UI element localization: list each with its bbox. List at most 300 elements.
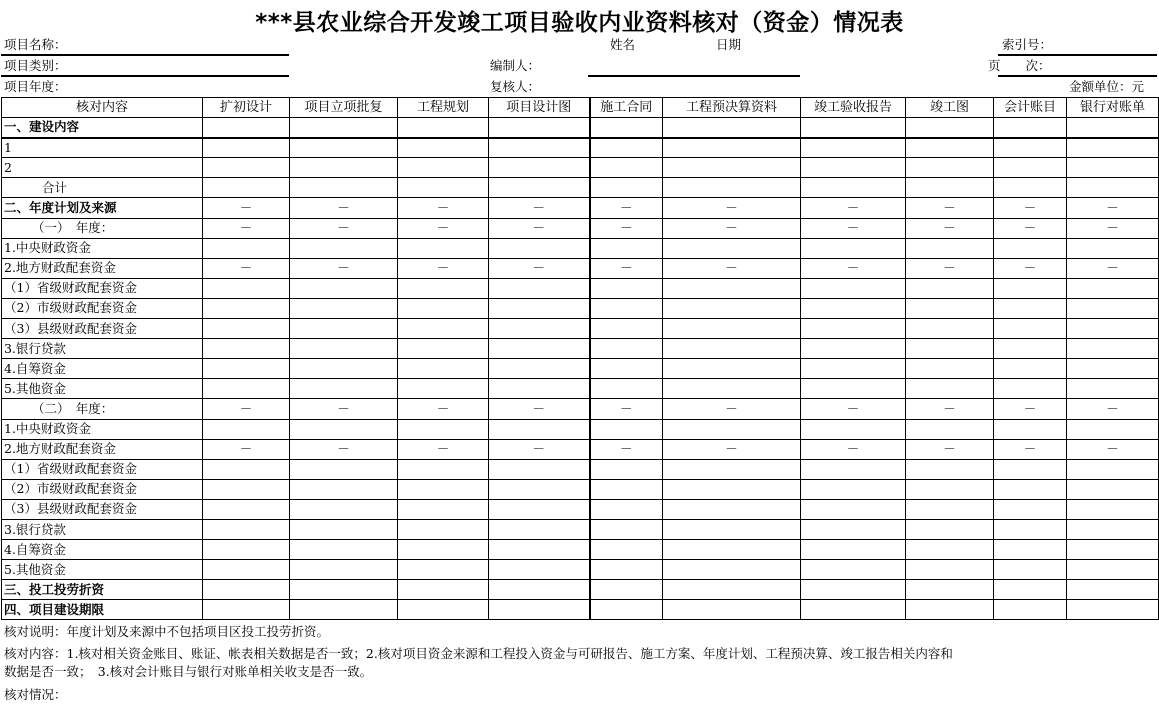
name-label: 姓名 — [610, 37, 636, 52]
table-cell[interactable] — [663, 158, 801, 178]
table-cell[interactable] — [1067, 118, 1159, 138]
table-row — [2, 158, 1159, 178]
table-cell[interactable] — [489, 459, 590, 479]
table-cell[interactable] — [994, 560, 1067, 580]
table-cell[interactable] — [489, 298, 590, 318]
table-cell[interactable] — [290, 118, 398, 138]
table-cell[interactable] — [994, 138, 1067, 158]
row-label: （3）县级财政配套资金 — [2, 499, 203, 519]
table-cell[interactable] — [489, 560, 590, 580]
table-cell[interactable] — [590, 580, 663, 600]
table-cell[interactable] — [203, 158, 290, 178]
table-cell[interactable] — [663, 278, 801, 298]
table-cell[interactable] — [906, 118, 994, 138]
table-cell[interactable]: － — [663, 218, 801, 238]
table-cell[interactable]: － — [489, 258, 590, 278]
table-cell[interactable] — [801, 540, 906, 560]
table-cell[interactable] — [398, 479, 489, 499]
table-cell[interactable] — [663, 519, 801, 539]
table-cell[interactable] — [906, 298, 994, 318]
table-cell[interactable] — [1067, 359, 1159, 379]
table-cell[interactable] — [290, 298, 398, 318]
table-cell[interactable] — [994, 278, 1067, 298]
row-label: 2.地方财政配套资金 — [2, 258, 203, 278]
table-cell[interactable] — [398, 499, 489, 519]
table-cell[interactable] — [203, 519, 290, 539]
table-cell[interactable] — [663, 600, 801, 620]
table-cell[interactable] — [994, 459, 1067, 479]
table-cell[interactable] — [398, 580, 489, 600]
table-cell[interactable] — [203, 118, 290, 138]
column-header: 项目设计图 — [489, 98, 590, 118]
table-cell[interactable] — [398, 339, 489, 359]
table-row — [2, 359, 1159, 379]
table-cell[interactable] — [290, 238, 398, 258]
table-cell[interactable]: － — [1067, 218, 1159, 238]
table-cell[interactable] — [1067, 499, 1159, 519]
table-row — [2, 258, 1159, 278]
table-cell[interactable] — [290, 319, 398, 339]
table-cell[interactable] — [906, 319, 994, 339]
table-cell[interactable] — [906, 540, 994, 560]
table-cell[interactable] — [1067, 339, 1159, 359]
table-cell[interactable] — [590, 379, 663, 399]
table-cell[interactable] — [203, 419, 290, 439]
row-label: 2.地方财政配套资金 — [2, 439, 203, 459]
table-cell[interactable]: － — [1067, 439, 1159, 459]
table-cell[interactable] — [398, 178, 489, 198]
table-cell[interactable] — [590, 118, 663, 138]
table-cell[interactable]: － — [590, 399, 663, 419]
table-cell[interactable]: － — [489, 218, 590, 238]
table-cell[interactable] — [203, 238, 290, 258]
table-cell[interactable] — [1067, 238, 1159, 258]
table-cell[interactable] — [203, 379, 290, 399]
table-cell[interactable]: － — [663, 439, 801, 459]
table-cell[interactable] — [801, 339, 906, 359]
table-cell[interactable]: － — [663, 258, 801, 278]
row-label: （1）省级财政配套资金 — [2, 278, 203, 298]
table-cell[interactable]: － — [290, 399, 398, 419]
table-cell[interactable] — [203, 178, 290, 198]
table-cell[interactable]: － — [906, 439, 994, 459]
table-cell[interactable] — [290, 278, 398, 298]
table-cell[interactable]: － — [590, 218, 663, 238]
situation-note: 核对情况： — [4, 687, 67, 702]
column-header: 竣工验收报告 — [801, 98, 906, 118]
table-cell[interactable] — [398, 359, 489, 379]
table-cell[interactable] — [663, 339, 801, 359]
table-cell[interactable] — [290, 419, 398, 439]
table-cell[interactable] — [590, 479, 663, 499]
table-cell[interactable]: － — [590, 439, 663, 459]
table-cell[interactable] — [1067, 419, 1159, 439]
reviewer-label: 复核人： — [490, 79, 541, 94]
table-cell[interactable] — [1067, 178, 1159, 198]
table-cell[interactable] — [994, 238, 1067, 258]
table-cell[interactable] — [398, 138, 489, 158]
table-cell[interactable] — [398, 158, 489, 178]
table-cell[interactable] — [489, 479, 590, 499]
table-cell[interactable] — [1067, 600, 1159, 620]
table-cell[interactable] — [994, 540, 1067, 560]
table-cell[interactable] — [290, 158, 398, 178]
page-underline — [998, 75, 1157, 77]
table-cell[interactable]: － — [290, 198, 398, 218]
table-cell[interactable] — [994, 580, 1067, 600]
table-cell[interactable] — [1067, 278, 1159, 298]
table-cell[interactable] — [801, 158, 906, 178]
table-cell[interactable]: － — [994, 439, 1067, 459]
table-cell[interactable] — [994, 359, 1067, 379]
table-cell[interactable] — [590, 560, 663, 580]
table-cell[interactable] — [489, 419, 590, 439]
table-cell[interactable] — [1067, 138, 1159, 158]
table-cell[interactable] — [290, 540, 398, 560]
row-label: （2）市级财政配套资金 — [2, 479, 203, 499]
table-cell[interactable] — [1067, 519, 1159, 539]
table-cell[interactable] — [663, 138, 801, 158]
table-cell[interactable]: － — [398, 218, 489, 238]
row-label: （1）省级财政配套资金 — [2, 459, 203, 479]
table-cell[interactable] — [398, 298, 489, 318]
table-cell[interactable] — [203, 600, 290, 620]
table-cell[interactable] — [398, 319, 489, 339]
table-cell[interactable] — [801, 178, 906, 198]
table-row — [2, 218, 1159, 238]
table-cell[interactable] — [663, 379, 801, 399]
table-cell[interactable]: － — [906, 399, 994, 419]
table-cell[interactable] — [203, 138, 290, 158]
table-cell[interactable] — [1067, 298, 1159, 318]
table-cell[interactable] — [290, 359, 398, 379]
row-label: 5.其他资金 — [2, 379, 203, 399]
table-cell[interactable] — [203, 580, 290, 600]
table-cell[interactable]: － — [489, 399, 590, 419]
table-cell[interactable] — [398, 560, 489, 580]
table-row — [2, 138, 1159, 158]
table-cell[interactable]: － — [1067, 258, 1159, 278]
table-cell[interactable] — [906, 238, 994, 258]
table-cell[interactable]: － — [203, 399, 290, 419]
table-cell[interactable] — [489, 278, 590, 298]
row-label: 合计 — [2, 178, 203, 198]
table-cell[interactable] — [489, 580, 590, 600]
table-cell[interactable] — [489, 379, 590, 399]
table-cell[interactable] — [994, 419, 1067, 439]
table-cell[interactable]: － — [203, 218, 290, 238]
table-cell[interactable] — [994, 379, 1067, 399]
table-cell[interactable] — [590, 499, 663, 519]
row-label: （2）市级财政配套资金 — [2, 298, 203, 318]
column-header: 扩初设计 — [203, 98, 290, 118]
table-cell[interactable] — [994, 499, 1067, 519]
table-cell[interactable] — [203, 339, 290, 359]
table-cell[interactable] — [590, 519, 663, 539]
row-label: 三、投工投劳折资 — [2, 580, 203, 600]
table-cell[interactable]: － — [203, 439, 290, 459]
table-cell[interactable] — [590, 540, 663, 560]
table-cell[interactable] — [801, 298, 906, 318]
table-cell[interactable] — [801, 499, 906, 519]
table-cell[interactable] — [994, 519, 1067, 539]
table-cell[interactable] — [290, 600, 398, 620]
table-cell[interactable] — [906, 459, 994, 479]
table-cell[interactable]: － — [489, 439, 590, 459]
table-row — [2, 319, 1159, 339]
table-cell[interactable] — [663, 359, 801, 379]
table-cell[interactable] — [801, 419, 906, 439]
table-cell[interactable] — [906, 379, 994, 399]
table-cell[interactable] — [994, 298, 1067, 318]
table-cell[interactable]: － — [801, 399, 906, 419]
table-cell[interactable] — [994, 158, 1067, 178]
table-cell[interactable] — [663, 479, 801, 499]
table-cell[interactable] — [801, 459, 906, 479]
table-cell[interactable]: － — [906, 198, 994, 218]
table-cell[interactable] — [801, 118, 906, 138]
compiler-label: 编制人： — [490, 58, 541, 73]
explanation-note: 核对说明：年度计划及来源中不包括项目区投工投劳折资。 — [4, 624, 330, 639]
table-cell[interactable] — [801, 359, 906, 379]
table-cell[interactable] — [663, 459, 801, 479]
table-cell[interactable] — [994, 118, 1067, 138]
table-cell[interactable]: － — [801, 198, 906, 218]
table-cell[interactable] — [489, 238, 590, 258]
table-cell[interactable]: － — [994, 198, 1067, 218]
table-cell[interactable] — [906, 178, 994, 198]
table-cell[interactable] — [290, 560, 398, 580]
table-cell[interactable] — [590, 319, 663, 339]
table-cell[interactable] — [290, 459, 398, 479]
table-cell[interactable] — [203, 359, 290, 379]
table-cell[interactable] — [801, 278, 906, 298]
table-cell[interactable] — [906, 158, 994, 178]
table-cell[interactable] — [203, 298, 290, 318]
table-cell[interactable] — [663, 178, 801, 198]
table-cell[interactable]: － — [203, 198, 290, 218]
table-cell[interactable] — [590, 278, 663, 298]
table-cell[interactable]: － — [290, 218, 398, 238]
table-cell[interactable] — [906, 359, 994, 379]
table-cell[interactable] — [663, 319, 801, 339]
table-cell[interactable] — [906, 419, 994, 439]
table-cell[interactable] — [801, 138, 906, 158]
table-row — [2, 439, 1159, 459]
table-cell[interactable]: － — [489, 198, 590, 218]
table-cell[interactable]: － — [801, 218, 906, 238]
compiler-underline — [588, 75, 800, 77]
table-cell[interactable] — [906, 600, 994, 620]
table-cell[interactable] — [398, 419, 489, 439]
table-cell[interactable] — [590, 178, 663, 198]
table-cell[interactable] — [290, 339, 398, 359]
table-cell[interactable] — [994, 339, 1067, 359]
table-cell[interactable] — [663, 238, 801, 258]
table-cell[interactable]: － — [398, 198, 489, 218]
table-row — [2, 379, 1159, 399]
date-label: 日期 — [716, 37, 742, 52]
table-cell[interactable] — [1067, 379, 1159, 399]
table-cell[interactable] — [663, 560, 801, 580]
row-label: （3）县级财政配套资金 — [2, 319, 203, 339]
table-cell[interactable]: － — [290, 258, 398, 278]
table-cell[interactable] — [801, 319, 906, 339]
table-cell[interactable]: － — [801, 258, 906, 278]
table-cell[interactable] — [590, 459, 663, 479]
table-cell[interactable] — [906, 560, 994, 580]
table-cell[interactable]: － — [398, 439, 489, 459]
table-cell[interactable] — [290, 379, 398, 399]
row-label: 5.其他资金 — [2, 560, 203, 580]
row-label: 二、年度计划及来源 — [2, 198, 203, 218]
table-cell[interactable] — [290, 479, 398, 499]
table-cell[interactable] — [1067, 459, 1159, 479]
table-cell[interactable] — [398, 238, 489, 258]
column-header: 核对内容 — [2, 98, 203, 118]
column-header: 竣工图 — [906, 98, 994, 118]
table-cell[interactable] — [663, 298, 801, 318]
table-cell[interactable] — [590, 298, 663, 318]
table-cell[interactable] — [590, 158, 663, 178]
table-cell[interactable] — [398, 459, 489, 479]
row-label: 1.中央财政资金 — [2, 419, 203, 439]
table-cell[interactable] — [203, 459, 290, 479]
table-cell[interactable]: － — [906, 258, 994, 278]
column-header: 会计账目 — [994, 98, 1067, 118]
table-cell[interactable]: － — [590, 258, 663, 278]
table-cell[interactable]: － — [906, 218, 994, 238]
table-cell[interactable] — [906, 499, 994, 519]
table-cell[interactable] — [1067, 158, 1159, 178]
table-cell[interactable]: － — [290, 439, 398, 459]
table-cell[interactable] — [290, 138, 398, 158]
table-header-row — [2, 98, 1159, 118]
table-cell[interactable] — [906, 519, 994, 539]
column-header: 银行对账单 — [1067, 98, 1159, 118]
table-cell[interactable] — [489, 138, 590, 158]
table-cell[interactable] — [663, 118, 801, 138]
table-cell[interactable] — [906, 138, 994, 158]
table-cell[interactable] — [290, 580, 398, 600]
table-row — [2, 499, 1159, 519]
table-cell[interactable]: － — [994, 218, 1067, 238]
table-cell[interactable] — [906, 479, 994, 499]
row-label: 1.中央财政资金 — [2, 238, 203, 258]
column-header: 工程预决算资料 — [663, 98, 801, 118]
table-cell[interactable] — [801, 519, 906, 539]
table-cell[interactable] — [489, 600, 590, 620]
table-cell[interactable] — [994, 600, 1067, 620]
table-cell[interactable] — [489, 540, 590, 560]
table-cell[interactable] — [489, 359, 590, 379]
table-cell[interactable] — [801, 379, 906, 399]
table-cell[interactable] — [590, 600, 663, 620]
table-cell[interactable]: － — [203, 258, 290, 278]
table-cell[interactable] — [906, 580, 994, 600]
table-cell[interactable] — [489, 178, 590, 198]
table-cell[interactable] — [489, 158, 590, 178]
table-cell[interactable] — [203, 499, 290, 519]
table-cell[interactable] — [1067, 319, 1159, 339]
table-cell[interactable] — [203, 319, 290, 339]
table-cell[interactable] — [489, 319, 590, 339]
index-no-underline — [998, 54, 1157, 56]
table-cell[interactable]: － — [1067, 399, 1159, 419]
column-header: 项目立项批复 — [290, 98, 398, 118]
table-cell[interactable]: － — [398, 399, 489, 419]
table-cell[interactable] — [203, 560, 290, 580]
table-cell[interactable] — [290, 499, 398, 519]
table-cell[interactable] — [663, 499, 801, 519]
table-cell[interactable] — [398, 600, 489, 620]
table-cell[interactable] — [663, 580, 801, 600]
table-cell[interactable] — [906, 339, 994, 359]
table-cell[interactable] — [994, 178, 1067, 198]
table-row — [2, 479, 1159, 499]
table-cell[interactable] — [1067, 479, 1159, 499]
table-cell[interactable] — [801, 600, 906, 620]
table-cell[interactable] — [1067, 560, 1159, 580]
table-cell[interactable]: － — [801, 439, 906, 459]
table-cell[interactable] — [203, 479, 290, 499]
table-cell[interactable] — [663, 540, 801, 560]
project-year-label: 项目年度： — [4, 79, 67, 94]
page-label: 页 次： — [988, 58, 1051, 73]
table-row — [2, 238, 1159, 258]
table-cell[interactable] — [663, 419, 801, 439]
table-cell[interactable] — [590, 238, 663, 258]
table-cell[interactable] — [489, 499, 590, 519]
table-cell[interactable] — [290, 178, 398, 198]
table-cell[interactable] — [398, 540, 489, 560]
table-cell[interactable] — [801, 560, 906, 580]
table-cell[interactable] — [398, 118, 489, 138]
table-cell[interactable]: － — [663, 198, 801, 218]
table-cell[interactable] — [906, 278, 994, 298]
table-cell[interactable] — [203, 540, 290, 560]
table-cell[interactable]: － — [398, 258, 489, 278]
table-cell[interactable] — [994, 319, 1067, 339]
table-cell[interactable] — [1067, 580, 1159, 600]
project-name-underline — [1, 54, 289, 56]
row-label: 2 — [2, 158, 203, 178]
table-cell[interactable] — [489, 118, 590, 138]
table-cell[interactable] — [290, 519, 398, 539]
table-row — [2, 399, 1159, 419]
table-cell[interactable]: － — [590, 198, 663, 218]
table-cell[interactable] — [398, 519, 489, 539]
table-cell[interactable] — [398, 278, 489, 298]
table-cell[interactable] — [489, 339, 590, 359]
table-cell[interactable] — [203, 278, 290, 298]
table-cell[interactable]: － — [994, 399, 1067, 419]
table-cell[interactable] — [994, 479, 1067, 499]
table-cell[interactable] — [590, 419, 663, 439]
table-cell[interactable] — [801, 238, 906, 258]
table-cell[interactable]: － — [663, 399, 801, 419]
table-cell[interactable] — [590, 339, 663, 359]
table-cell[interactable] — [1067, 540, 1159, 560]
table-cell[interactable] — [590, 138, 663, 158]
table-cell[interactable] — [590, 359, 663, 379]
table-cell[interactable] — [801, 479, 906, 499]
table-cell[interactable] — [801, 580, 906, 600]
table-cell[interactable] — [489, 519, 590, 539]
table-cell[interactable] — [398, 379, 489, 399]
table-cell[interactable]: － — [994, 258, 1067, 278]
table-cell[interactable]: － — [1067, 198, 1159, 218]
